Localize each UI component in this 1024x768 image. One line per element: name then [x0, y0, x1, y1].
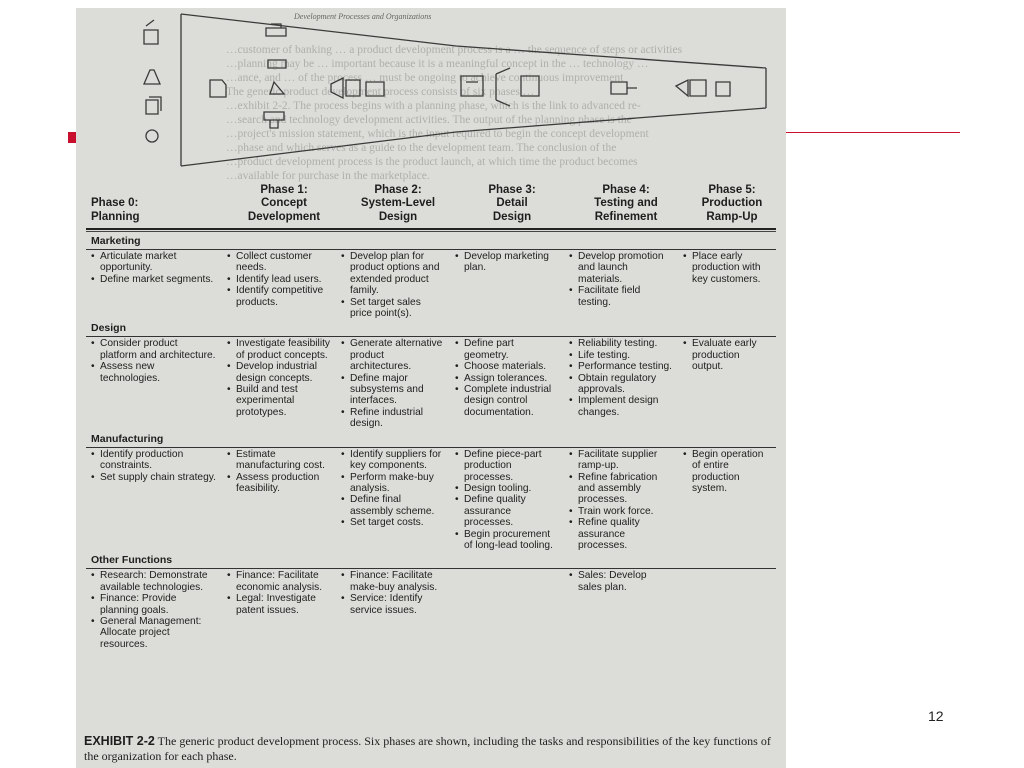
scanned-page — [76, 8, 786, 768]
task-item: • Complete industrial design control documentation. — [455, 384, 558, 418]
task-item: • Collect customer needs. — [227, 251, 330, 274]
section-title: Other Functions — [91, 554, 173, 567]
task-item: • Research: Demonstrate available technologies. — [91, 570, 216, 593]
section-column — [450, 251, 564, 319]
task-item: • Develop industrial design concepts. — [227, 361, 330, 384]
task-item: • Investigate feasibility of product concepts. — [227, 338, 330, 361]
bleed-line: The generic product development process consists of six phases … — [226, 86, 535, 98]
title-underline — [786, 132, 960, 133]
task-item: • Finance: Facilitate economic analysis. — [227, 570, 330, 593]
task-item: • Articulate market opportunity. — [91, 251, 216, 274]
section-column — [336, 449, 450, 552]
task-item: • Design tooling. — [455, 483, 558, 494]
system-icon — [331, 78, 360, 98]
section-column — [450, 449, 564, 552]
task-item: • Identify lead users. — [227, 274, 330, 285]
task-item: • Evaluate early production output. — [683, 338, 770, 372]
section-column — [564, 251, 678, 319]
bleed-line: …phase and which serves as a guide to the development team. The conclusion of the — [226, 142, 617, 154]
task-item: • Develop promotion and launch materials. — [569, 251, 672, 285]
task-item: • Implement design changes. — [569, 395, 672, 418]
bleed-line: …ance, and … of the process … must be ongoing to achieve continuous improvement — [226, 72, 624, 84]
running-header: Development Processes and Organizations — [294, 12, 432, 21]
section-column — [678, 251, 776, 319]
shape-icon-2 — [268, 60, 286, 68]
section-column — [336, 338, 450, 429]
section-column — [222, 338, 336, 429]
box-icon — [366, 82, 384, 96]
shape-icon-4 — [264, 112, 284, 128]
bleed-line: …product development process is the product launch, at which time the product becomes — [226, 156, 638, 168]
section-title: Manufacturing — [91, 432, 164, 445]
phase-header: Phase 0: Planning — [91, 197, 140, 223]
section-rule — [86, 336, 776, 337]
task-item: • Generate alternative product architectures. — [341, 338, 444, 372]
flask-icon — [144, 70, 160, 84]
phase-header-row — [86, 178, 776, 226]
task-item: • Refine fabrication and assembly processes. — [569, 472, 672, 506]
task-item: • General Management: Allocate project resources. — [91, 616, 216, 650]
task-item: • Define major subsystems and interfaces. — [341, 373, 444, 407]
function-section — [86, 555, 776, 650]
bleed-line: …customer of banking … a product development process is a … the sequence of steps or activities — [226, 44, 683, 56]
section-column — [222, 251, 336, 319]
section-title: Design — [91, 322, 127, 335]
section-column — [86, 251, 222, 319]
section-column — [222, 449, 336, 552]
refine-icon — [676, 80, 706, 96]
task-item: • Choose materials. — [455, 361, 558, 372]
section-column — [336, 251, 450, 319]
task-item: • Define piece-part production processes. — [455, 449, 558, 483]
section-column — [86, 570, 222, 650]
part-icon — [461, 76, 483, 96]
slide-bullet — [68, 132, 76, 143]
bleed-line: …search and technology development activities. The output of the planning phase is the — [226, 114, 632, 126]
process-table — [86, 178, 776, 650]
section-column — [86, 338, 222, 429]
task-item: • Set target costs. — [341, 517, 444, 528]
bleed-line: …available for purchase in the marketplace. — [226, 170, 430, 182]
task-item: • Consider product platform and architecture. — [91, 338, 216, 361]
task-item: • Performance testing. — [569, 361, 672, 372]
section-column — [564, 570, 678, 650]
task-item: • Begin procurement of long-lead tooling. — [455, 529, 558, 552]
task-item: • Reliability testing. — [569, 338, 672, 349]
section-column — [450, 570, 564, 650]
task-item: • Begin operation of entire production system. — [683, 449, 770, 495]
section-column — [678, 338, 776, 429]
documents-icon — [146, 97, 161, 114]
detail-icon — [521, 76, 539, 96]
bleed-line: …planning may be … important because it is a meaningful concept in the … technology … — [226, 58, 649, 70]
task-item: • Define quality assurance processes. — [455, 494, 558, 528]
section-column — [336, 570, 450, 650]
task-item: • Finance: Provide planning goals. — [91, 593, 216, 616]
task-item: • Finance: Facilitate make-buy analysis. — [341, 570, 444, 593]
header-rule-thin — [86, 231, 776, 232]
task-item: • Develop marketing plan. — [455, 251, 558, 274]
phase-header: Phase 4: Testing and Refinement — [594, 183, 658, 223]
function-section — [86, 236, 776, 319]
page-number: 12 — [928, 708, 944, 724]
task-item: • Train work force. — [569, 506, 672, 517]
task-item: • Service: Identify service issues. — [341, 593, 444, 616]
bleed-line: …exhibit 2-2. The process begins with a planning phase, which is the link to advanced re- — [226, 100, 641, 112]
function-section — [86, 323, 776, 429]
task-item: • Perform make-buy analysis. — [341, 472, 444, 495]
section-column — [678, 570, 776, 650]
function-section — [86, 434, 776, 552]
task-item: • Obtain regulatory approvals. — [569, 373, 672, 396]
task-item: • Legal: Investigate patent issues. — [227, 593, 330, 616]
section-column — [222, 570, 336, 650]
task-item: • Place early production with key customers. — [683, 251, 770, 285]
funnel-bottom-edge — [181, 108, 766, 166]
header-rule — [86, 228, 776, 230]
task-item: • Set supply chain strategy. — [91, 472, 216, 483]
section-rule — [86, 249, 776, 250]
task-item: • Identify production constraints. — [91, 449, 216, 472]
task-item: • Assess production feasibility. — [227, 472, 330, 495]
task-item: • Refine quality assurance processes. — [569, 517, 672, 551]
bleed-line: …project's mission statement, which is the input required to begin the concept development — [226, 128, 649, 140]
task-item: • Develop plan for product options and extended product family. — [341, 251, 444, 297]
task-item: • Assess new technologies. — [91, 361, 216, 384]
phase-header: Phase 3: Detail Design — [488, 183, 536, 223]
section-column — [450, 338, 564, 429]
section-rule — [86, 568, 776, 569]
phase-header: Phase 1: Concept Development — [247, 183, 321, 223]
section-column — [564, 338, 678, 429]
task-item: • Identify suppliers for key components. — [341, 449, 444, 472]
caption-label: EXHIBIT 2-2 — [84, 734, 155, 748]
section-rule — [86, 447, 776, 448]
section-column — [564, 449, 678, 552]
exhibit-caption — [84, 734, 784, 764]
task-item: • Facilitate field testing. — [569, 285, 672, 308]
caption-text: The generic product development process. Six phases are shown, including the tasks and responsibilities of the key functions of the organization for each phase. — [84, 734, 771, 763]
product-icon — [716, 82, 730, 96]
phase-header: Phase 2: System-Level Design — [360, 183, 436, 223]
task-item: • Estimate manufacturing cost. — [227, 449, 330, 472]
task-item: • Refine industrial design. — [341, 407, 444, 430]
section-column — [86, 449, 222, 552]
bracket-icon — [496, 68, 510, 106]
section-column — [678, 449, 776, 552]
task-item: • Facilitate supplier ramp-up. — [569, 449, 672, 472]
task-item: • Define part geometry. — [455, 338, 558, 361]
shape-icon-3 — [270, 82, 284, 94]
section-title: Marketing — [91, 235, 141, 247]
task-item: • Life testing. — [569, 350, 672, 361]
task-item: • Define final assembly scheme. — [341, 494, 444, 517]
task-item: • Build and test experimental prototypes. — [227, 384, 330, 418]
task-item: • Identify competitive products. — [227, 285, 330, 308]
process-funnel-diagram — [76, 8, 786, 173]
task-item: • Sales: Develop sales plan. — [569, 570, 672, 593]
function-sections — [86, 236, 776, 650]
phase-header: Phase 5: Production Ramp-Up — [701, 183, 763, 223]
task-item: • Define market segments. — [91, 274, 216, 285]
page-icon — [210, 80, 226, 97]
task-item: • Set target sales price point(s). — [341, 297, 444, 320]
sparkle-icon — [146, 130, 158, 142]
test-icon — [611, 82, 637, 94]
gear-icon — [144, 20, 158, 44]
task-item: • Assign tolerances. — [455, 373, 558, 384]
